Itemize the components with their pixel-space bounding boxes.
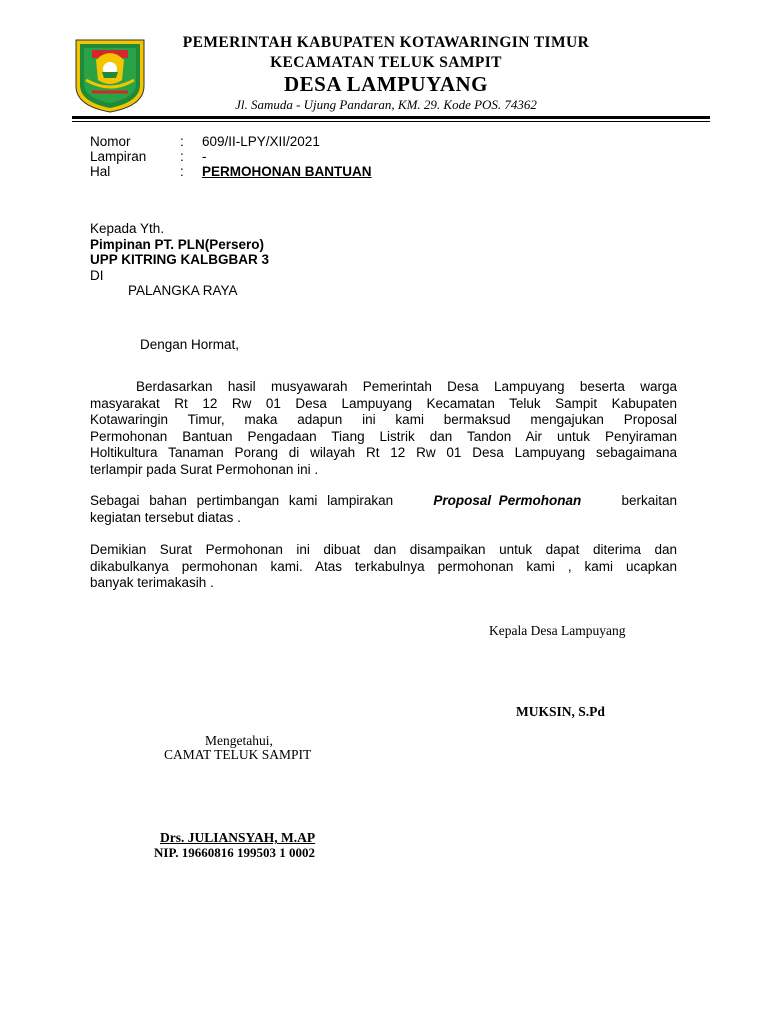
letterhead-district-line: KECAMATAN TELUK SAMPIT — [270, 54, 502, 71]
recipient-di: DI — [90, 268, 104, 283]
meta-lampiran-label: Lampiran — [90, 149, 147, 164]
paragraph-3-line: dikabulkanya permohonan kami. Atas terkabulnya permohonan kami , kami ucapkan — [90, 558, 677, 574]
recipient-line2: UPP KITRING KALBGBAR 3 — [90, 252, 270, 267]
paragraph-1-line: Kotawaringin Timur, maka adapun ini kami bermaksud mengajukan Proposal — [90, 412, 677, 427]
acknowledgement-name: Drs. JULIANSYAH, M.AP — [160, 830, 316, 845]
acknowledgement-title: CAMAT TELUK SAMPIT — [164, 747, 312, 762]
signature-name: MUKSIN, S.Pd — [516, 704, 605, 719]
letterhead-divider-thin — [72, 121, 710, 122]
letterhead-address: Jl. Samuda - Ujung Pandaran, KM. 29. Kode POS. 74362 — [235, 97, 537, 112]
meta-row-lampiran — [90, 149, 650, 165]
meta-nomor-value: 609/II-LPY/XII/2021 — [202, 134, 320, 149]
meta-colon: : — [180, 149, 184, 164]
paragraph-1-line: Holtikultura Tanaman Porang di wilayah Rt 12 Rw 01 Desa Lampuyang sebagaimana — [90, 445, 677, 460]
meta-row-hal — [90, 164, 650, 180]
paragraph-1-line: terlampir pada Surat Permohonan ini . — [90, 461, 319, 477]
paragraph-2-emphasis: Proposal Permohonan — [433, 493, 582, 508]
paragraph-2-text: Sebagai bahan pertimbangan kami lampirakan — [90, 493, 394, 508]
acknowledgement-label: Mengetahui, — [205, 733, 273, 748]
meta-row-nomor — [90, 134, 650, 150]
paragraph-3-line: Demikian Surat Permohonan ini dibuat dan disampaikan untuk dapat diterima dan — [90, 542, 677, 557]
paragraph-1-line: masyarakat Rt 12 Rw 01 Desa Lampuyang Kecamatan Teluk Sampit Kabupaten — [90, 395, 677, 411]
letterhead-government-line: PEMERINTAH KABUPATEN KOTAWARINGIN TIMUR — [182, 34, 590, 51]
regency-emblem-logo — [72, 36, 148, 114]
recipient-line1: Pimpinan PT. PLN(Persero) — [90, 237, 265, 252]
meta-hal-value: PERMOHONAN BANTUAN — [202, 164, 372, 179]
paragraph-1 — [90, 379, 677, 478]
acknowledgement-nip: NIP. 19660816 199503 1 0002 — [154, 845, 315, 860]
recipient-greeting: Kepada Yth. — [90, 221, 165, 236]
meta-nomor-label: Nomor — [90, 134, 131, 149]
meta-lampiran-value: - — [202, 149, 207, 164]
paragraph-1-line: Berdasarkan hasil musyawarah Pemerintah Desa Lampuyang beserta warga — [136, 379, 677, 394]
letterhead-divider-thick — [72, 116, 710, 119]
meta-colon: : — [180, 134, 184, 149]
paragraph-2 — [90, 493, 677, 526]
paragraph-3 — [90, 542, 677, 592]
paragraph-2-line — [90, 493, 677, 510]
paragraph-3-line: banyak terimakasih . — [90, 575, 214, 590]
signature-title: Kepala Desa Lampuyang — [489, 623, 626, 638]
recipient-city: PALANGKA RAYA — [128, 283, 238, 298]
meta-colon: : — [180, 164, 184, 179]
paragraph-1-line: Permohonan Bantuan Pengadaan Tiang Listrik dan Tandon Air untuk Penyiraman — [90, 428, 677, 444]
letterhead-village-name: DESA LAMPUYANG — [284, 72, 488, 96]
meta-hal-label: Hal — [90, 164, 111, 179]
salutation: Dengan Hormat, — [140, 337, 240, 352]
paragraph-2-text-end: berkaitan — [621, 493, 677, 508]
paragraph-2-line: kegiatan tersebut diatas . — [90, 509, 241, 525]
